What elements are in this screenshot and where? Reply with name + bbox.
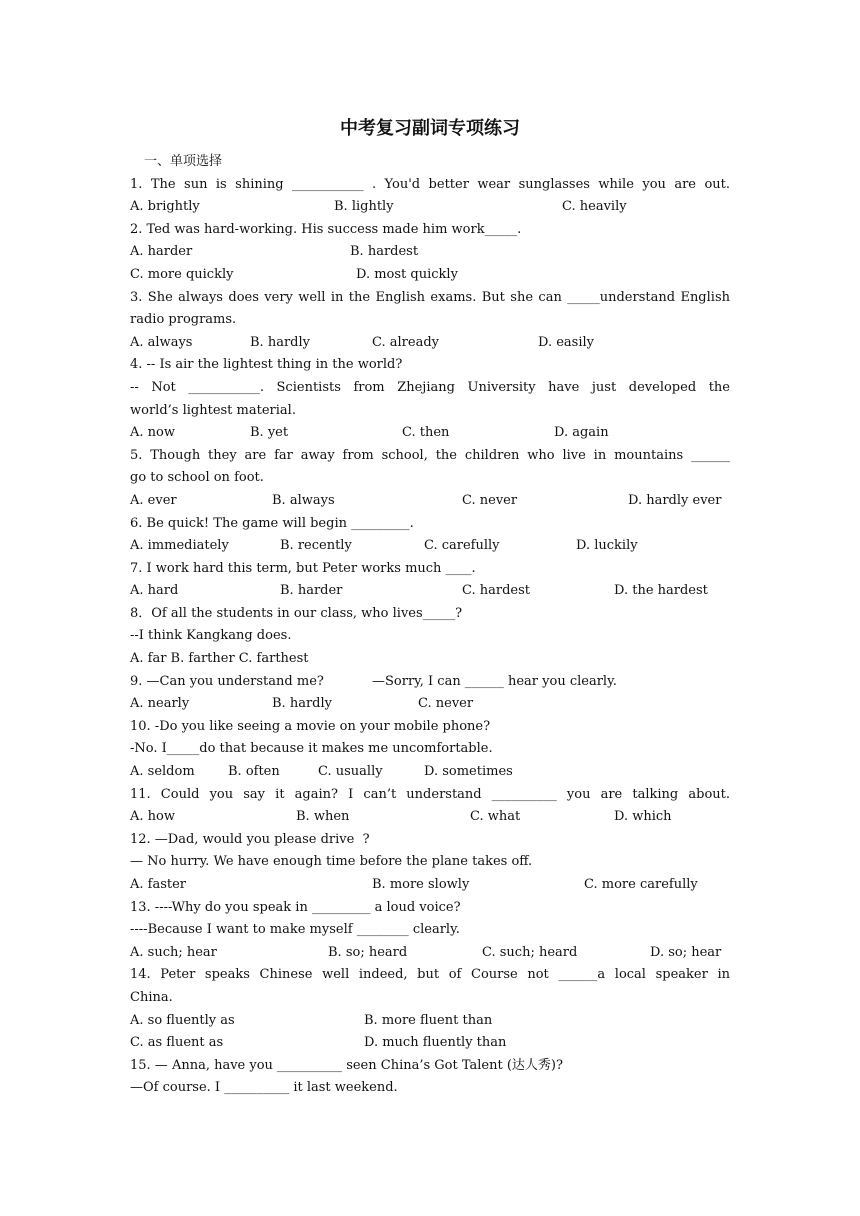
option-item: D. again [554, 425, 609, 441]
option-item: —Sorry, I can ______ hear you clearly. [372, 673, 617, 689]
option-item: B. hardest [350, 244, 419, 260]
text-line: 1. The sun is shining ___________ . You'd better wear sunglasses while you are out. [130, 176, 730, 192]
option-item: A. hard [130, 583, 179, 599]
text-line: world’s lightest material. [130, 402, 296, 418]
option-line [130, 580, 730, 603]
option-item: C. as fluent as [130, 1035, 224, 1051]
option-line [130, 490, 730, 513]
option-item: A. ever [130, 492, 177, 508]
text-line: 14. Peter speaks Chinese well indeed, but of Course not ______a local speaker in [130, 967, 730, 983]
option-line [130, 874, 730, 897]
option-item: A. so fluently as [130, 1012, 235, 1028]
option-item: D. which [614, 809, 672, 825]
option-line [130, 806, 730, 829]
option-item: A. always [130, 334, 193, 350]
option-item: 9. —Can you understand me? [130, 673, 324, 689]
text-line: 7. I work hard this term, but Peter works much ____. [130, 560, 476, 576]
option-item: B. hardly [250, 334, 310, 350]
option-item: A. now [130, 425, 175, 441]
text-line: 2. Ted was hard-working. His success made him work_____. [130, 221, 522, 237]
text-line: ----Because I want to make myself ________ clearly. [130, 922, 460, 938]
option-item: A. faster [130, 877, 187, 892]
option-line [130, 1010, 730, 1033]
text-line: 4. -- Is air the lightest thing in the world? [130, 357, 403, 373]
section-heading: 一、单项选择 [144, 154, 223, 169]
text-line: 11. Could you say it again? I can’t understand __________ you are talking about. [130, 786, 730, 802]
option-item: C. more carefully [584, 877, 698, 892]
option-item: A. brightly [130, 199, 200, 215]
option-item: A. harder [130, 244, 193, 260]
option-item: B. more fluent than [364, 1012, 493, 1028]
text-line: --I think Kangkang does. [130, 628, 292, 644]
option-item: D. luckily [576, 538, 638, 554]
text-line: 13. ----Why do you speak in _________ a loud voice? [130, 899, 461, 915]
text-line: — No hurry. We have enough time before the plane takes off. [130, 854, 533, 870]
text-line: radio programs. [130, 312, 237, 328]
option-item: D. hardly ever [628, 492, 722, 508]
option-item: B. often [228, 764, 280, 780]
option-item: B. yet [250, 425, 289, 441]
option-item: D. much fluently than [364, 1035, 507, 1051]
option-item: C. what [470, 809, 521, 825]
text-line: -- Not ___________. Scientists from Zhejiang University have just developed the [130, 379, 730, 395]
option-item: A. immediately [130, 538, 229, 554]
option-line [130, 264, 730, 287]
option-line [130, 332, 730, 355]
option-line [130, 671, 730, 694]
option-item: C. usually [318, 764, 383, 780]
option-item: B. harder [280, 583, 343, 599]
option-line [130, 693, 730, 716]
option-item: B. recently [280, 538, 352, 554]
option-item: A. how [130, 809, 175, 825]
option-item: B. so; heard [328, 944, 408, 960]
option-item: A. seldom [130, 764, 195, 780]
option-item: D. sometimes [424, 764, 513, 780]
page-title: 中考复习副词专项练习 [340, 118, 520, 139]
option-line [130, 1032, 730, 1055]
option-item: C. hardest [462, 583, 530, 599]
text-line: 12. —Dad, would you please drive ? [130, 831, 370, 847]
option-line [130, 942, 730, 965]
option-item: C. never [418, 696, 474, 712]
option-item: B. more slowly [372, 877, 470, 892]
option-line [130, 422, 730, 445]
text-line: 15. — Anna, have you __________ seen China’s Got Talent (达人秀)? [130, 1057, 563, 1073]
option-item: C. never [462, 492, 518, 508]
option-item: D. most quickly [356, 266, 458, 282]
option-line [130, 241, 730, 264]
option-item: C. more quickly [130, 266, 234, 282]
text-line: 8．Of all the students in our class, who lives_____? [130, 605, 463, 621]
question-list [130, 151, 730, 1100]
option-line [130, 761, 730, 784]
option-item: D. so; hear [650, 944, 722, 960]
text-line: go to school on foot. [130, 470, 264, 486]
text-line: 5. Though they are far away from school, the children who live in mountains ______ [130, 447, 730, 463]
text-line: 10. -Do you like seeing a movie on your mobile phone? [130, 718, 491, 734]
option-item: C. such; heard [482, 944, 578, 960]
option-item: D. easily [538, 334, 594, 350]
option-item: A. nearly [130, 696, 190, 712]
option-item: A. such; hear [130, 944, 217, 960]
text-line: 3. She always does very well in the English exams. But she can _____understand English [130, 289, 730, 305]
option-line [130, 196, 730, 219]
option-item: B. hardly [272, 696, 332, 712]
text-line: 6. Be quick! The game will begin _________. [130, 515, 414, 531]
option-item: B. when [296, 809, 350, 825]
option-item: C. carefully [424, 538, 500, 554]
text-line: A. far B. farther C. farthest [130, 651, 309, 667]
text-line: -No. I_____do that because it makes me uncomfortable. [130, 741, 493, 757]
option-item: B. always [272, 492, 335, 508]
option-item: C. then [402, 425, 450, 441]
option-line [130, 535, 730, 558]
option-item: B. lightly [334, 199, 394, 215]
option-item: D. the hardest [614, 583, 708, 599]
text-line: China. [130, 989, 173, 1005]
option-item: C. heavily [562, 199, 627, 215]
text-line: —Of course. I __________ it last weekend. [130, 1080, 398, 1096]
option-item: C. already [372, 334, 439, 350]
